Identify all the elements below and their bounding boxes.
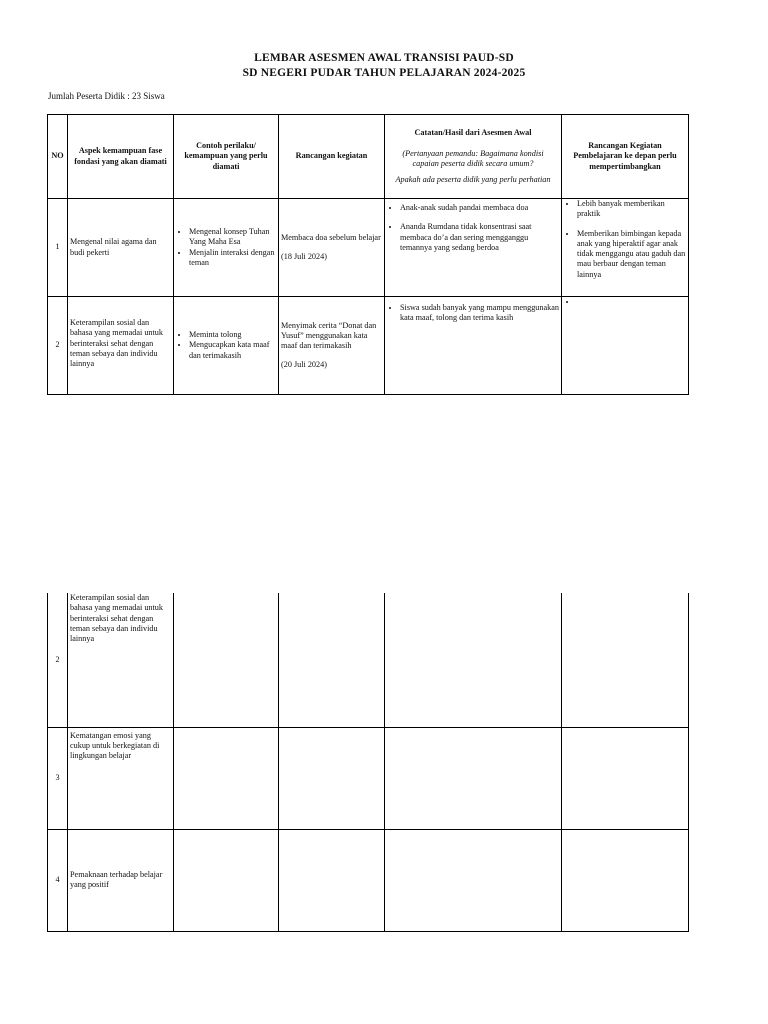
list-item: • Meminta tolong — [189, 330, 276, 340]
row-aspek: Keterampilan sosial dan bahasa yang memadai untuk berinteraksi sehat dengan teman sebaya dan individu lainnya — [68, 593, 174, 727]
row-rancangan — [279, 297, 385, 395]
table-row — [48, 727, 689, 829]
table-row — [48, 199, 689, 297]
row-rancangan — [279, 199, 385, 297]
document-title: LEMBAR ASESMEN AWAL TRANSISI PAUD-SD — [254, 52, 514, 64]
row-rancangan — [279, 727, 385, 829]
table-row — [48, 829, 689, 931]
list-item: • Siswa sudah banyak yang mampu menggunakan kata maaf, tolong dan terima kasih — [400, 303, 559, 324]
header-catatan-title: Catatan/Hasil dari Asesmen Awal — [414, 127, 532, 137]
assessment-table-continued — [47, 593, 689, 932]
student-count: Jumlah Peserta Didik : 23 Siswa — [48, 91, 165, 101]
row-rencana — [562, 727, 689, 829]
header-no: NO — [48, 115, 68, 199]
header-catatan-question2: Apakah ada peserta didik yang perlu perhatian — [395, 175, 551, 185]
list-item: • Memberikan bimbingan kepada anak yang hiperaktif agar anak tidak menggangu atau gaduh dan mau berbaur dengan teman lainnya — [577, 229, 686, 280]
row-aspek: Keterampilan sosial dan bahasa yang memadai untuk berinteraksi sehat dengan teman sebaya dan individu lainnya — [68, 297, 174, 395]
list-item: • Lebih banyak memberikan praktik — [577, 199, 686, 220]
row-catatan — [385, 593, 562, 727]
list-item: • Mengenal konsep Tuhan Yang Maha Esa — [189, 227, 276, 248]
list-item: • Menjalin interaksi dengan teman — [189, 248, 276, 269]
table-row — [48, 297, 689, 395]
document-subtitle: SD NEGERI PUDAR TAHUN PELAJARAN 2024-2025 — [242, 67, 526, 79]
row-rencana — [562, 829, 689, 931]
header-rancangan: Rancangan kegiatan — [279, 115, 385, 199]
list-item: • Anak-anak sudah pandai membaca doa — [400, 203, 559, 213]
table-header-row — [48, 115, 689, 199]
header-catatan-question: (Pertanyaan pemandu: Bagaimana kondisi capaian peserta didik secara umum? — [402, 148, 544, 168]
row-catatan — [385, 727, 562, 829]
row-rencana — [562, 199, 689, 297]
row-rencana — [562, 593, 689, 727]
list-item: • Ananda Rumdana tidak konsentrasi saat membaca do’a dan sering mengganggu temannya yang sedang berdoa — [400, 222, 559, 253]
assessment-table — [47, 114, 689, 395]
row-aspek: Kematangan emosi yang cukup untuk berkegiatan di lingkungan belajar — [68, 727, 174, 829]
header-rencana: Rancangan Kegiatan Pembelajaran ke depan perlu mempertimbangkan — [562, 115, 689, 199]
row-no: 3 — [48, 727, 68, 829]
row-rencana — [562, 297, 689, 395]
row-no: 2 — [48, 593, 68, 727]
row-contoh — [174, 199, 279, 297]
row-contoh — [174, 297, 279, 395]
row-no: 4 — [48, 829, 68, 931]
rancangan-date: (20 Juli 2024) — [281, 360, 327, 370]
rancangan-text: Membaca doa sebelum belajar — [281, 232, 381, 242]
header-contoh: Contoh perilaku/ kemampuan yang perlu diamati — [174, 115, 279, 199]
list-item: • Mengucapkan kata maaf dan terimakasih — [189, 340, 276, 361]
row-rancangan — [279, 593, 385, 727]
row-catatan — [385, 297, 562, 395]
header-catatan — [385, 115, 562, 199]
table-row — [48, 593, 689, 727]
row-no: 2 — [48, 297, 68, 395]
row-contoh — [174, 829, 279, 931]
row-aspek: Mengenal nilai agama dan budi pekerti — [68, 199, 174, 297]
row-catatan — [385, 829, 562, 931]
rancangan-text: Menyimak cerita “Donat dan Yusuf” menggunakan kata maaf dan terimakasih — [281, 320, 377, 350]
rancangan-date: (18 Juli 2024) — [281, 252, 327, 261]
row-rancangan — [279, 829, 385, 931]
row-no: 1 — [48, 199, 68, 297]
row-contoh — [174, 727, 279, 829]
row-aspek: Pemaknaan terhadap belajar yang positif — [68, 829, 174, 931]
row-catatan — [385, 199, 562, 297]
header-aspek: Aspek kemampuan fase fondasi yang akan diamati — [68, 115, 174, 199]
list-item — [577, 297, 686, 307]
row-contoh — [174, 593, 279, 727]
